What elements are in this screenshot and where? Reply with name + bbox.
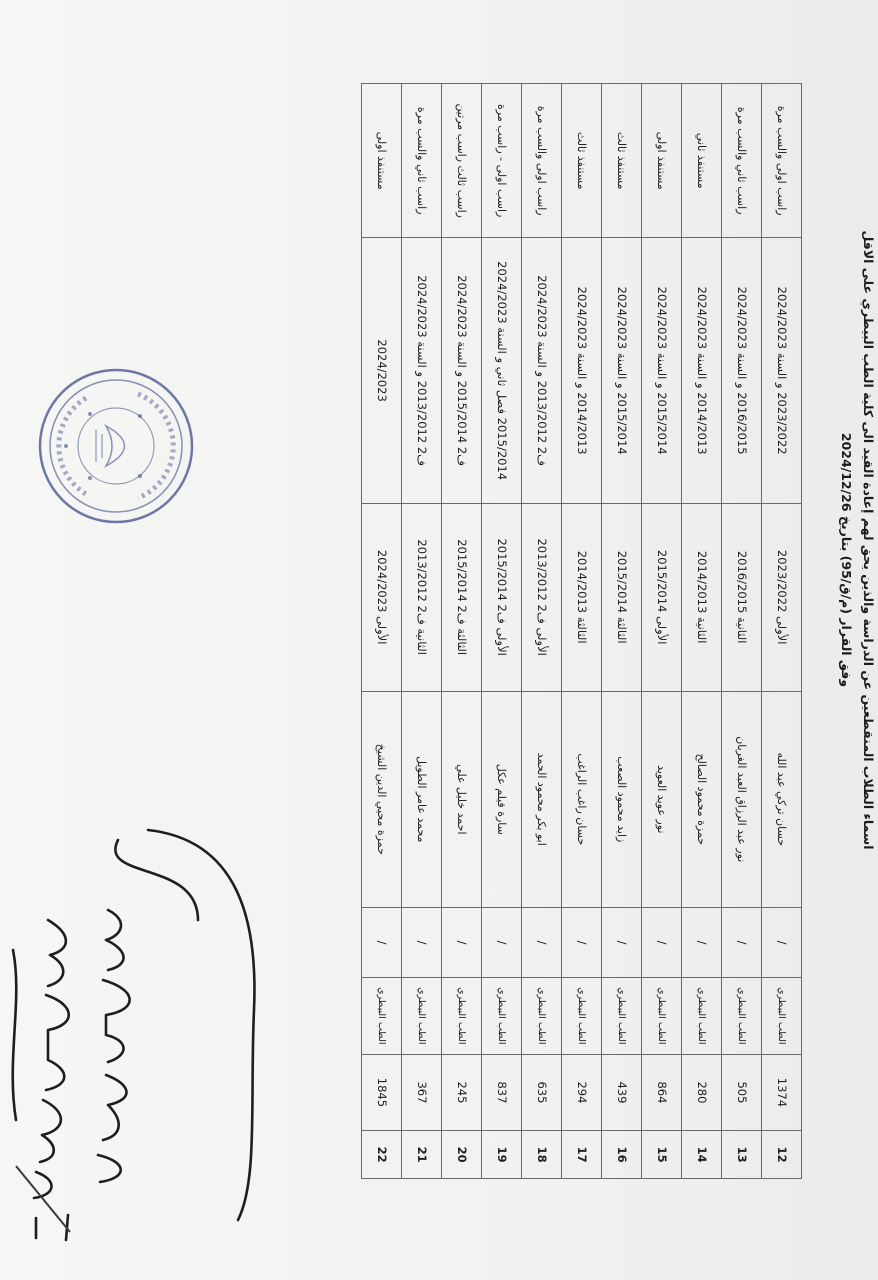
row-index-cell: 20 xyxy=(442,1131,482,1179)
row-department-cell: الطب البيطري xyxy=(682,978,722,1055)
row-department-cell: الطب البيطري xyxy=(482,978,522,1055)
row-department-cell: الطب البيطري xyxy=(442,978,482,1055)
students-table xyxy=(361,83,802,1179)
row-stage-cell: الأولى 2015/2014 xyxy=(642,503,682,691)
table-row xyxy=(602,84,642,1179)
row-mark-cell: / xyxy=(522,908,562,978)
row-stage-cell: الأولى ف2 2013/2012 xyxy=(522,503,562,691)
row-name-cell: حسان تركي عبد الله xyxy=(762,691,802,908)
row-number-cell: 1845 xyxy=(362,1054,402,1131)
row-name-cell: ابو بكر محمود الحمد xyxy=(522,691,562,908)
row-department-cell: الطب البيطري xyxy=(722,978,762,1055)
row-status-cell: راسب اولى والسب مرة xyxy=(522,84,562,238)
row-index-cell: 15 xyxy=(642,1131,682,1179)
row-status-cell: مستنفذ اولى xyxy=(642,84,682,238)
row-number-cell: 505 xyxy=(722,1054,762,1131)
row-name-cell: حمزة محيي الدين الشيخ xyxy=(362,691,402,908)
row-status-cell: مستنفذ ثالث xyxy=(602,84,642,238)
row-stage-cell: الثالثة ف2 2015/2014 xyxy=(442,503,482,691)
row-status-cell: راسب اولى والسب مرة xyxy=(762,84,802,238)
table-row xyxy=(682,84,722,1179)
row-index-cell: 13 xyxy=(722,1131,762,1179)
row-status-cell: راسب ثاني والسب مرة xyxy=(402,84,442,238)
row-index-cell: 12 xyxy=(762,1131,802,1179)
row-name-cell: محمد عامر الطويل xyxy=(402,691,442,908)
row-years-cell: ف2 2013/2012 و السنة 2024/2023 xyxy=(522,238,562,503)
table-row xyxy=(642,84,682,1179)
row-number-cell: 245 xyxy=(442,1054,482,1131)
row-mark-cell: / xyxy=(362,908,402,978)
row-status-cell: راسب ثالث راسب مرتين xyxy=(442,84,482,238)
row-mark-cell: / xyxy=(642,908,682,978)
row-department-cell: الطب البيطري xyxy=(362,978,402,1055)
row-mark-cell: / xyxy=(402,908,442,978)
row-department-cell: الطب البيطري xyxy=(522,978,562,1055)
row-index-cell: 17 xyxy=(562,1131,602,1179)
row-index-cell: 22 xyxy=(362,1131,402,1179)
row-years-cell: 2014/2013 و السنة 2024/2023 xyxy=(682,238,722,503)
row-mark-cell: / xyxy=(482,908,522,978)
row-name-cell: نور عويد العويد xyxy=(642,691,682,908)
row-mark-cell: / xyxy=(562,908,602,978)
row-number-cell: 280 xyxy=(682,1054,722,1131)
row-department-cell: الطب البيطري xyxy=(562,978,602,1055)
row-years-cell: ف2 2015/2014 و السنة 2024/2023 xyxy=(442,238,482,503)
row-number-cell: 367 xyxy=(402,1054,442,1131)
row-years-cell: ف2 2013/2012 و السنة 2024/2023 xyxy=(402,238,442,503)
table-row xyxy=(402,84,442,1179)
row-number-cell: 635 xyxy=(522,1054,562,1131)
row-name-cell: سارة فيلم عكل xyxy=(482,691,522,908)
students-table-body xyxy=(362,84,802,1179)
row-stage-cell: الأولى ف2 2015/2014 xyxy=(482,503,522,691)
row-mark-cell: / xyxy=(682,908,722,978)
document-subtitle: وفق القرار (م/ق/95) بتاريخ 2024/12/26 xyxy=(839,432,854,688)
row-status-cell: راسب اولى - راسب مرة xyxy=(482,84,522,238)
row-mark-cell: / xyxy=(602,908,642,978)
table-row xyxy=(562,84,602,1179)
official-stamp xyxy=(34,364,198,528)
row-mark-cell: / xyxy=(762,908,802,978)
row-number-cell: 439 xyxy=(602,1054,642,1131)
row-mark-cell: / xyxy=(442,908,482,978)
row-name-cell: احمد خليل علي xyxy=(442,691,482,908)
row-department-cell: الطب البيطري xyxy=(762,978,802,1055)
row-index-cell: 18 xyxy=(522,1131,562,1179)
row-years-cell: 2015/2014 فصل ثاني و السنة 2024/2023 xyxy=(482,238,522,503)
row-index-cell: 19 xyxy=(482,1131,522,1179)
row-number-cell: 294 xyxy=(562,1054,602,1131)
row-status-cell: راسب ثاني والسب مرة xyxy=(722,84,762,238)
document-title: اسماء الطلاب المنقطعين عن الدراسة والذين يحق لهم إعادة القيد الى كلية الطب البيطري على الاقل xyxy=(861,230,876,850)
row-years-cell: 2023/2022 و السنة 2024/2023 xyxy=(762,238,802,503)
row-stage-cell: الثانية 2014/2013 xyxy=(682,503,722,691)
row-years-cell: 2014/2013 و السنة 2024/2023 xyxy=(562,238,602,503)
row-status-cell: مستنفذ ثالث xyxy=(562,84,602,238)
row-department-cell: الطب البيطري xyxy=(642,978,682,1055)
row-mark-cell: / xyxy=(722,908,762,978)
row-years-cell: 2016/2015 و السنة 2024/2023 xyxy=(722,238,762,503)
row-stage-cell: الثالثة 2015/2014 xyxy=(602,503,642,691)
table-row xyxy=(522,84,562,1179)
row-number-cell: 837 xyxy=(482,1054,522,1131)
row-index-cell: 21 xyxy=(402,1131,442,1179)
pen-mark xyxy=(8,1160,78,1240)
row-years-cell: 2015/2014 و السنة 2024/2023 xyxy=(602,238,642,503)
row-index-cell: 16 xyxy=(602,1131,642,1179)
row-years-cell: 2015/2014 و السنة 2024/2023 xyxy=(642,238,682,503)
row-department-cell: الطب البيطري xyxy=(402,978,442,1055)
table-row xyxy=(362,84,402,1179)
row-name-cell: حمزة محمود الصالح xyxy=(682,691,722,908)
table-row xyxy=(482,84,522,1179)
row-number-cell: 1374 xyxy=(762,1054,802,1131)
row-name-cell: زايد محمود الصعب xyxy=(602,691,642,908)
table-row xyxy=(722,84,762,1179)
row-index-cell: 14 xyxy=(682,1131,722,1179)
row-status-cell: مستنفذ اولى xyxy=(362,84,402,238)
row-stage-cell: الأولى 2024/2023 xyxy=(362,503,402,691)
table-row xyxy=(762,84,802,1179)
row-name-cell: حسان راغب الراغب xyxy=(562,691,602,908)
row-status-cell: مستنفذ ثاني xyxy=(682,84,722,238)
row-number-cell: 864 xyxy=(642,1054,682,1131)
row-department-cell: الطب البيطري xyxy=(602,978,642,1055)
table-row xyxy=(442,84,482,1179)
row-stage-cell: الثانية 2016/2015 xyxy=(722,503,762,691)
row-stage-cell: الثانية ف2 2013/2012 xyxy=(402,503,442,691)
row-years-cell: 2024/2023 xyxy=(362,238,402,503)
row-name-cell: نور عبد الرزاق العبد الغربان xyxy=(722,691,762,908)
row-stage-cell: الثالثة 2014/2013 xyxy=(562,503,602,691)
row-stage-cell: الأولى 2023/2022 xyxy=(762,503,802,691)
